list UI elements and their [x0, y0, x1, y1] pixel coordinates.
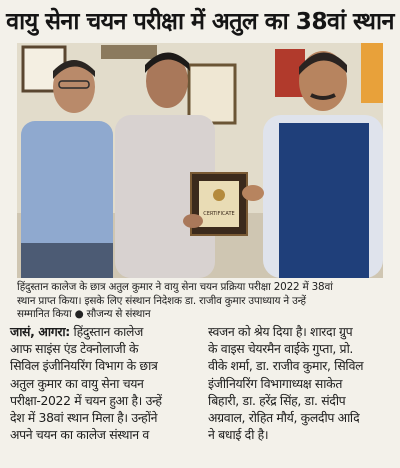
caption-line: सम्मानित किया ● सौजन्य से संस्थान — [17, 308, 151, 320]
article-line: परीक्षा-2022 में चयन हुआ है। उन्हें — [10, 392, 162, 408]
article-line: अतुल कुमार का वायु सेना चयन — [10, 375, 144, 391]
headline: वायु सेना चयन परीक्षा में अतुल का 38वां स्थान — [6, 7, 394, 35]
student-hand — [183, 214, 203, 228]
article-line: स्वजन को श्रेय दिया है। शारदा ग्रुप — [208, 324, 353, 339]
article-column-right — [208, 323, 394, 443]
article-line: आफ साइंस एंड टेक्नोलाजी के — [10, 341, 139, 357]
article-line: वीके शर्मा, डा. राजीव कुमार, सिविल — [208, 358, 364, 374]
news-photo — [17, 43, 383, 278]
wall-saffron-panel — [361, 43, 383, 103]
article-column-left — [10, 323, 196, 443]
dateline-line: जासं, आगरा: हिंदुस्तान कालेज — [10, 324, 143, 339]
wall-frame-top — [101, 45, 157, 59]
article-body — [10, 323, 394, 468]
article-line: अपने चयन का कालेज संस्थान व — [10, 427, 149, 443]
article-line: के वाइस चेयरमैन वाईके गुप्ता, प्रो. — [208, 341, 354, 357]
director-vest — [279, 123, 369, 278]
award-plaque-face — [199, 181, 239, 227]
caption-line: हिंदुस्तान कालेज के छात्र अतुल कुमार ने वायु सेना चयन प्रक्रिया परीक्षा 2022 में 38वां — [17, 281, 333, 293]
photo-caption — [17, 281, 387, 322]
article-line: देश में 38वां स्थान मिला है। उन्होंने — [10, 410, 158, 426]
article-line: सिविल इंजीनियरिंग विभाग के छात्र — [10, 358, 158, 374]
article-line: ने बधाई दी है। — [208, 427, 269, 443]
article-line: बिहारी, डा. हरेंद्र सिंह, डा. संदीप — [208, 392, 346, 408]
wall-frame-center — [189, 65, 235, 123]
article-line: इंजीनियरिंग विभागाध्यक्ष साकेत — [208, 375, 343, 391]
caption-line: स्थान प्राप्त किया। इसके लिए संस्थान निदेशक डा. राजीव कुमार उपाध्याय ने उन्हें — [17, 294, 306, 307]
photo-illustration — [17, 43, 383, 278]
person-left-trousers — [21, 243, 113, 278]
article-line: अग्रवाल, रोहित मौर्य, कुलदीप आदि — [208, 410, 360, 426]
award-plaque-text: CERTIFICATE — [203, 211, 235, 217]
director-hand — [242, 185, 264, 201]
award-emblem — [213, 189, 225, 201]
